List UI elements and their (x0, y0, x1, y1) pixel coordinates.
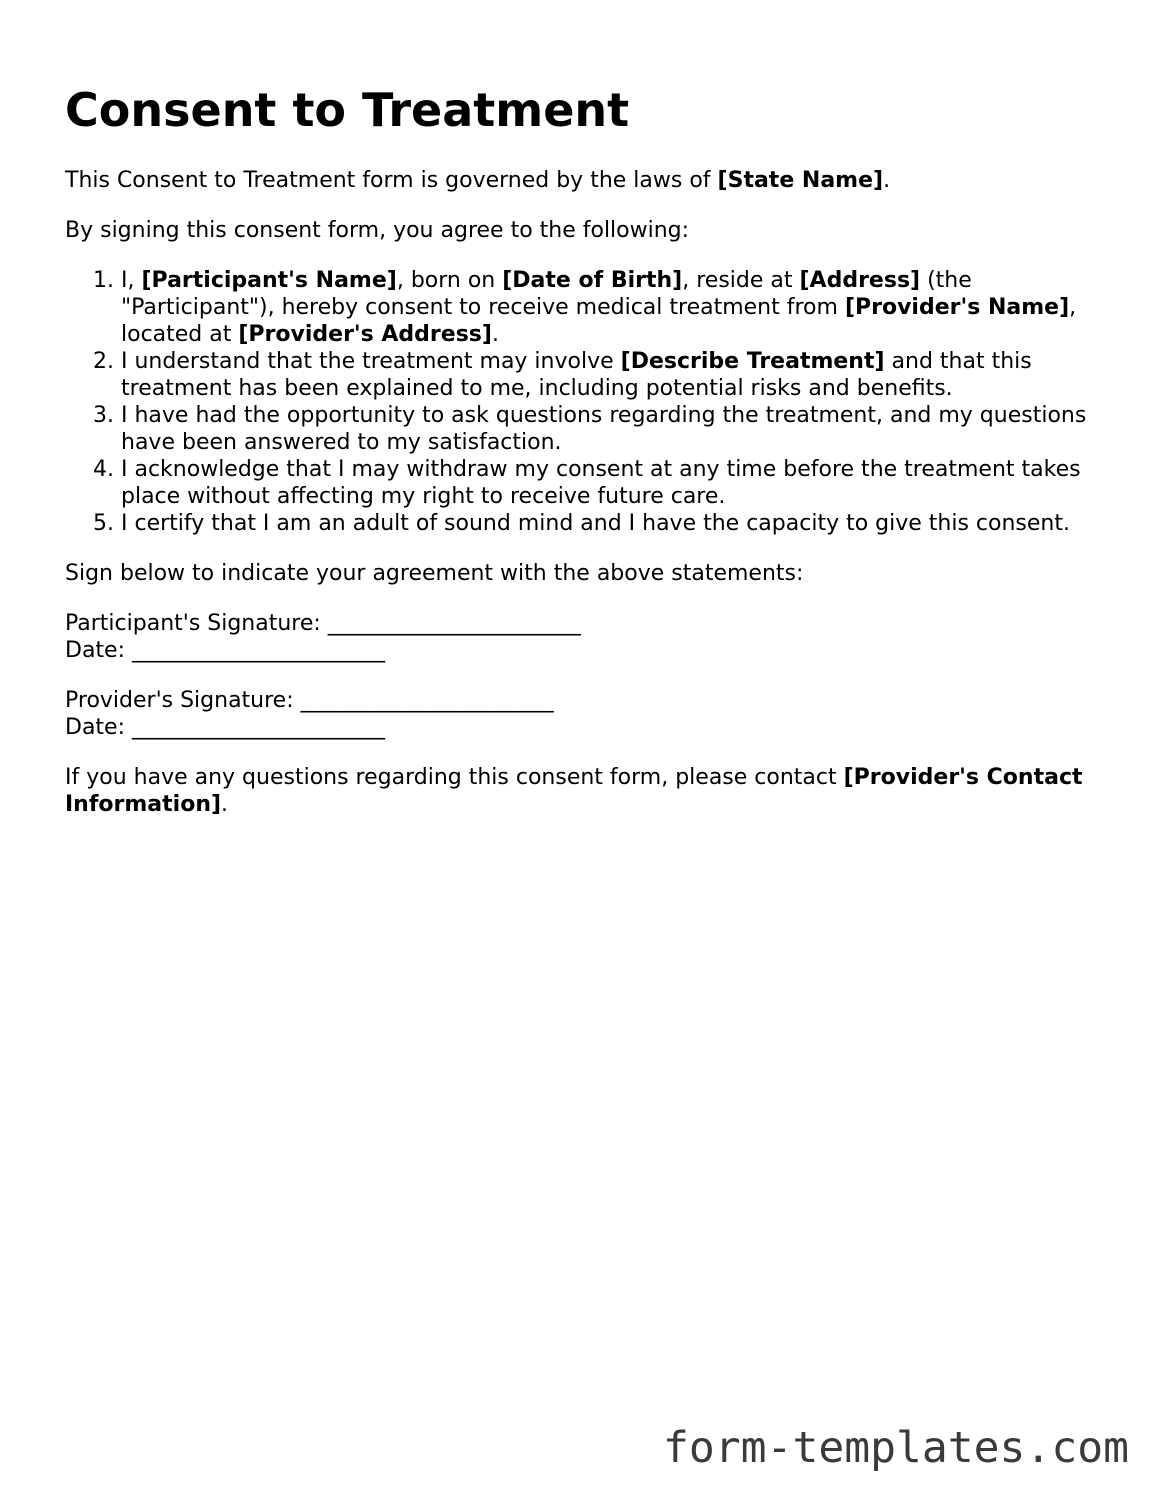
participant-name-placeholder: [Participant's Name] (141, 268, 397, 293)
consent-statements-list (65, 267, 1125, 537)
provider-address-placeholder: [Provider's Address] (238, 322, 492, 347)
consent-statement-5: 5. I certify that I am an adult of sound mind and I have the capacity to give this consent. (121, 510, 1125, 537)
consent-statement-2 (121, 348, 1125, 402)
provider-signature-block (65, 687, 1125, 741)
participant-signature-line[interactable]: Participant's Signature: _______________________ (65, 611, 581, 636)
agreement-lead: By signing this consent form, you agree to the following: (65, 218, 690, 243)
document-title: Consent to Treatment (65, 83, 630, 137)
governing-law-end: . (883, 168, 891, 193)
provider-contact-placeholder: [Provider's Contact Information] (65, 765, 1083, 817)
state-name-placeholder: [State Name] (717, 168, 884, 193)
contact-paragraph (65, 764, 1125, 818)
describe-treatment-placeholder: [Describe Treatment] (620, 349, 885, 374)
address-placeholder: [Address] (799, 268, 921, 293)
date-of-birth-placeholder: [Date of Birth] (502, 268, 683, 293)
consent-statement-1 (121, 267, 1125, 348)
statement-text: , reside at (682, 268, 800, 293)
contact-end: . (221, 792, 229, 817)
governing-law-text: This Consent to Treatment form is governed by the laws of (65, 168, 718, 193)
consent-document (65, 82, 1125, 841)
consent-statement-4: 4. I acknowledge that I may withdraw my consent at any time before the treatment takes place without affecting my right to receive future care. (121, 456, 1125, 510)
contact-text: If you have any questions regarding this consent form, please contact (65, 765, 844, 790)
consent-statement-3: 3. I have had the opportunity to ask questions regarding the treatment, and my questions have been answered to my satisfaction. (121, 402, 1125, 456)
participant-date-line[interactable]: Date: _______________________ (65, 638, 385, 663)
governing-law-paragraph (65, 167, 1125, 194)
provider-signature-line[interactable]: Provider's Signature: _______________________ (65, 688, 554, 713)
sign-lead: Sign below to indicate your agreement with the above statements: (65, 561, 804, 586)
statement-text: . (491, 322, 499, 347)
provider-name-placeholder: [Provider's Name] (844, 295, 1070, 320)
participant-signature-block (65, 610, 1125, 664)
statement-text: I understand that the treatment may involve (121, 349, 621, 374)
statement-text: and that this treatment has been explained to me, including potential risks and benefits. (121, 349, 1032, 401)
statement-text: I, (121, 268, 142, 293)
watermark: form-templates.com (663, 1423, 1129, 1473)
statement-text: , born on (396, 268, 503, 293)
provider-date-line[interactable]: Date: _______________________ (65, 715, 385, 740)
statement-text: , located at (121, 295, 1077, 347)
statement-text: (the "Participant"), hereby consent to receive medical treatment from (121, 268, 972, 320)
